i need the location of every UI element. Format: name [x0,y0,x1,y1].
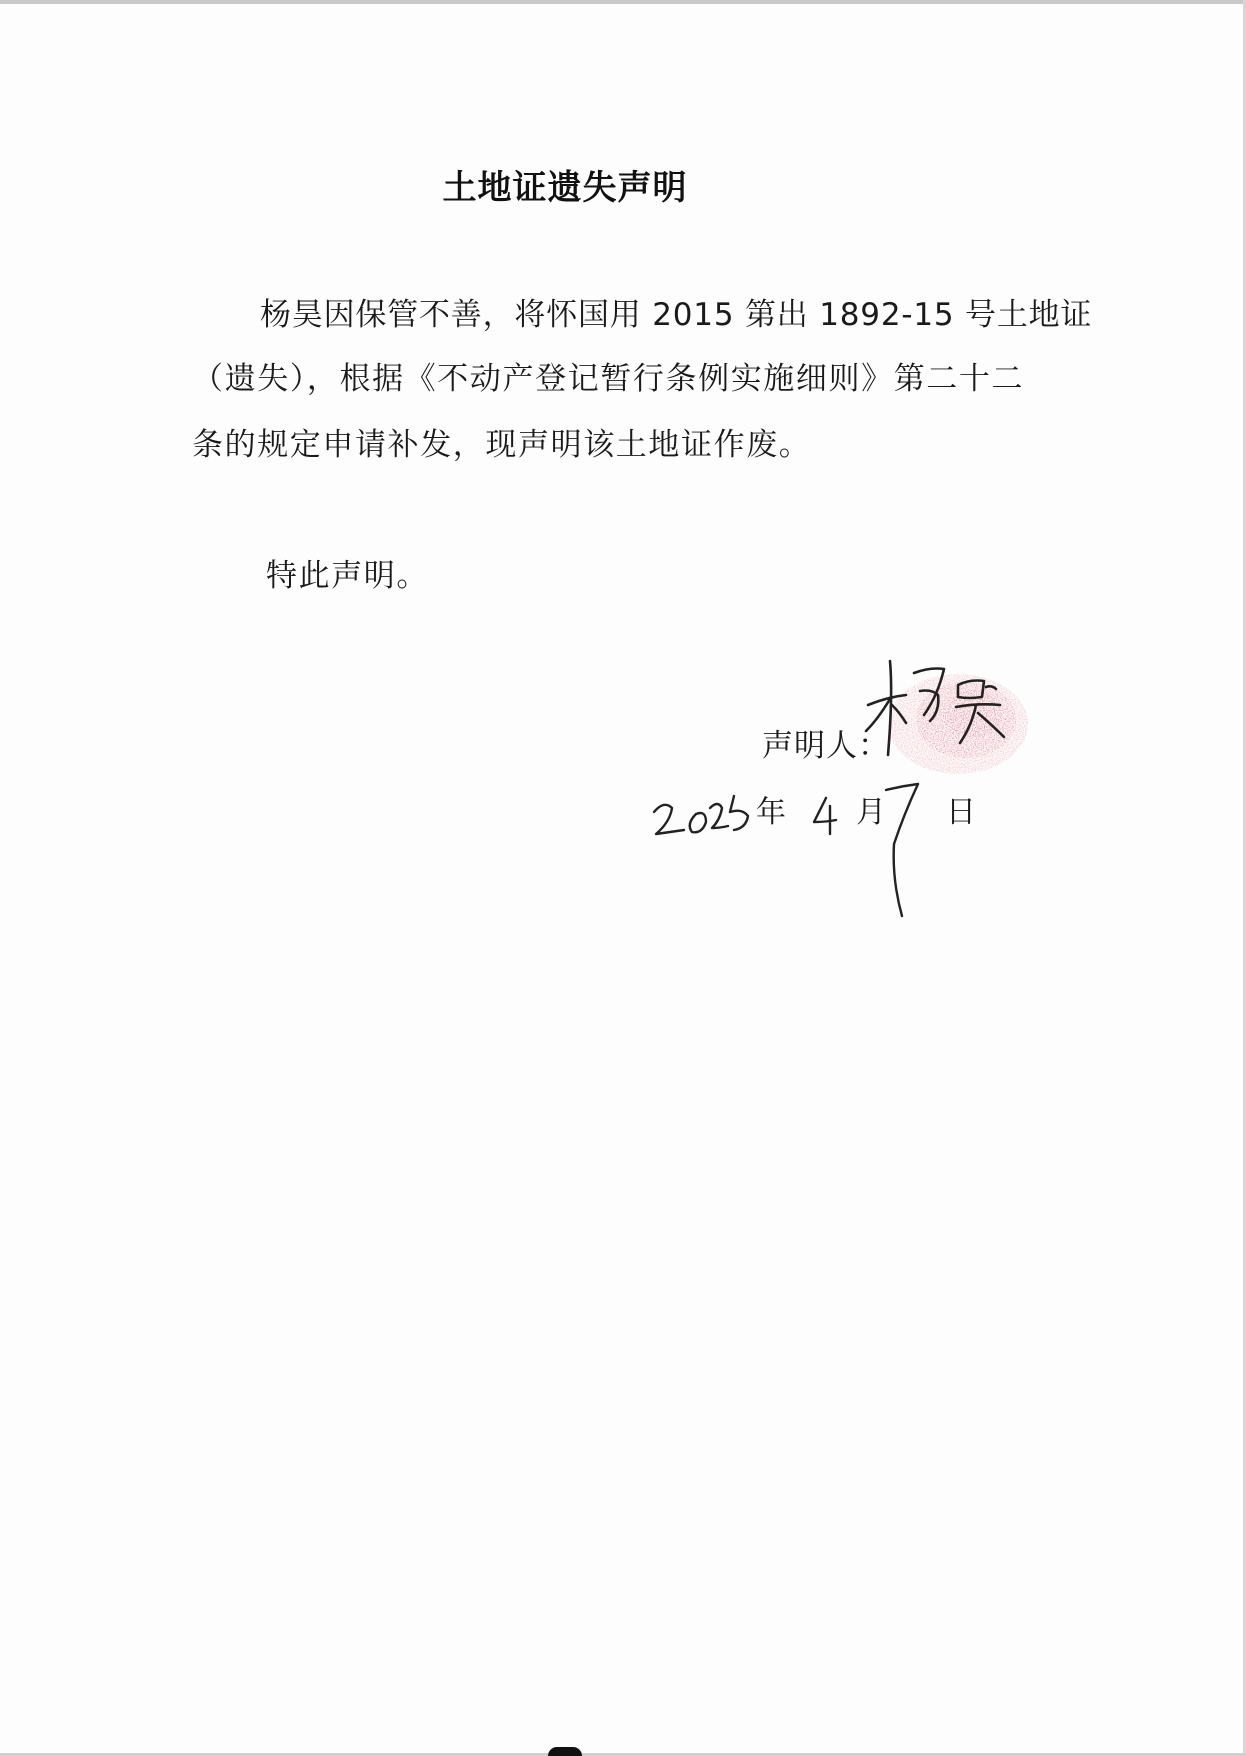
paragraph-line-1: 杨昊因保管不善，将怀国用 2015 第出 1892-15 号土地证 [260,297,1093,333]
document-title: 土地证遗失声明 [442,168,688,208]
year-digit-2b [710,804,728,828]
day-digit-7 [886,784,918,916]
scan-binder-tab [548,1747,582,1756]
paragraph-line-2: （遗失），根据《不动产登记暂行条例实施细则》第二十二 [192,361,1025,397]
handwritten-signature [860,655,1030,775]
date-year-unit: 年 [756,795,786,830]
signing-date [650,780,1010,930]
date-month-unit: 月 [856,795,886,830]
year-digit-0 [690,813,706,832]
year-digit-5 [730,796,748,830]
closing-statement: 特此声明。 [266,558,429,594]
year-digit-2 [654,805,684,834]
month-digit-4a [814,798,836,822]
date-day-unit: 日 [946,795,976,830]
paragraph-line-3: 条的规定申请补发，现声明该土地证作废。 [192,427,812,463]
declarant-label: 声明人： [762,728,890,764]
scan-top-edge [0,0,1246,4]
